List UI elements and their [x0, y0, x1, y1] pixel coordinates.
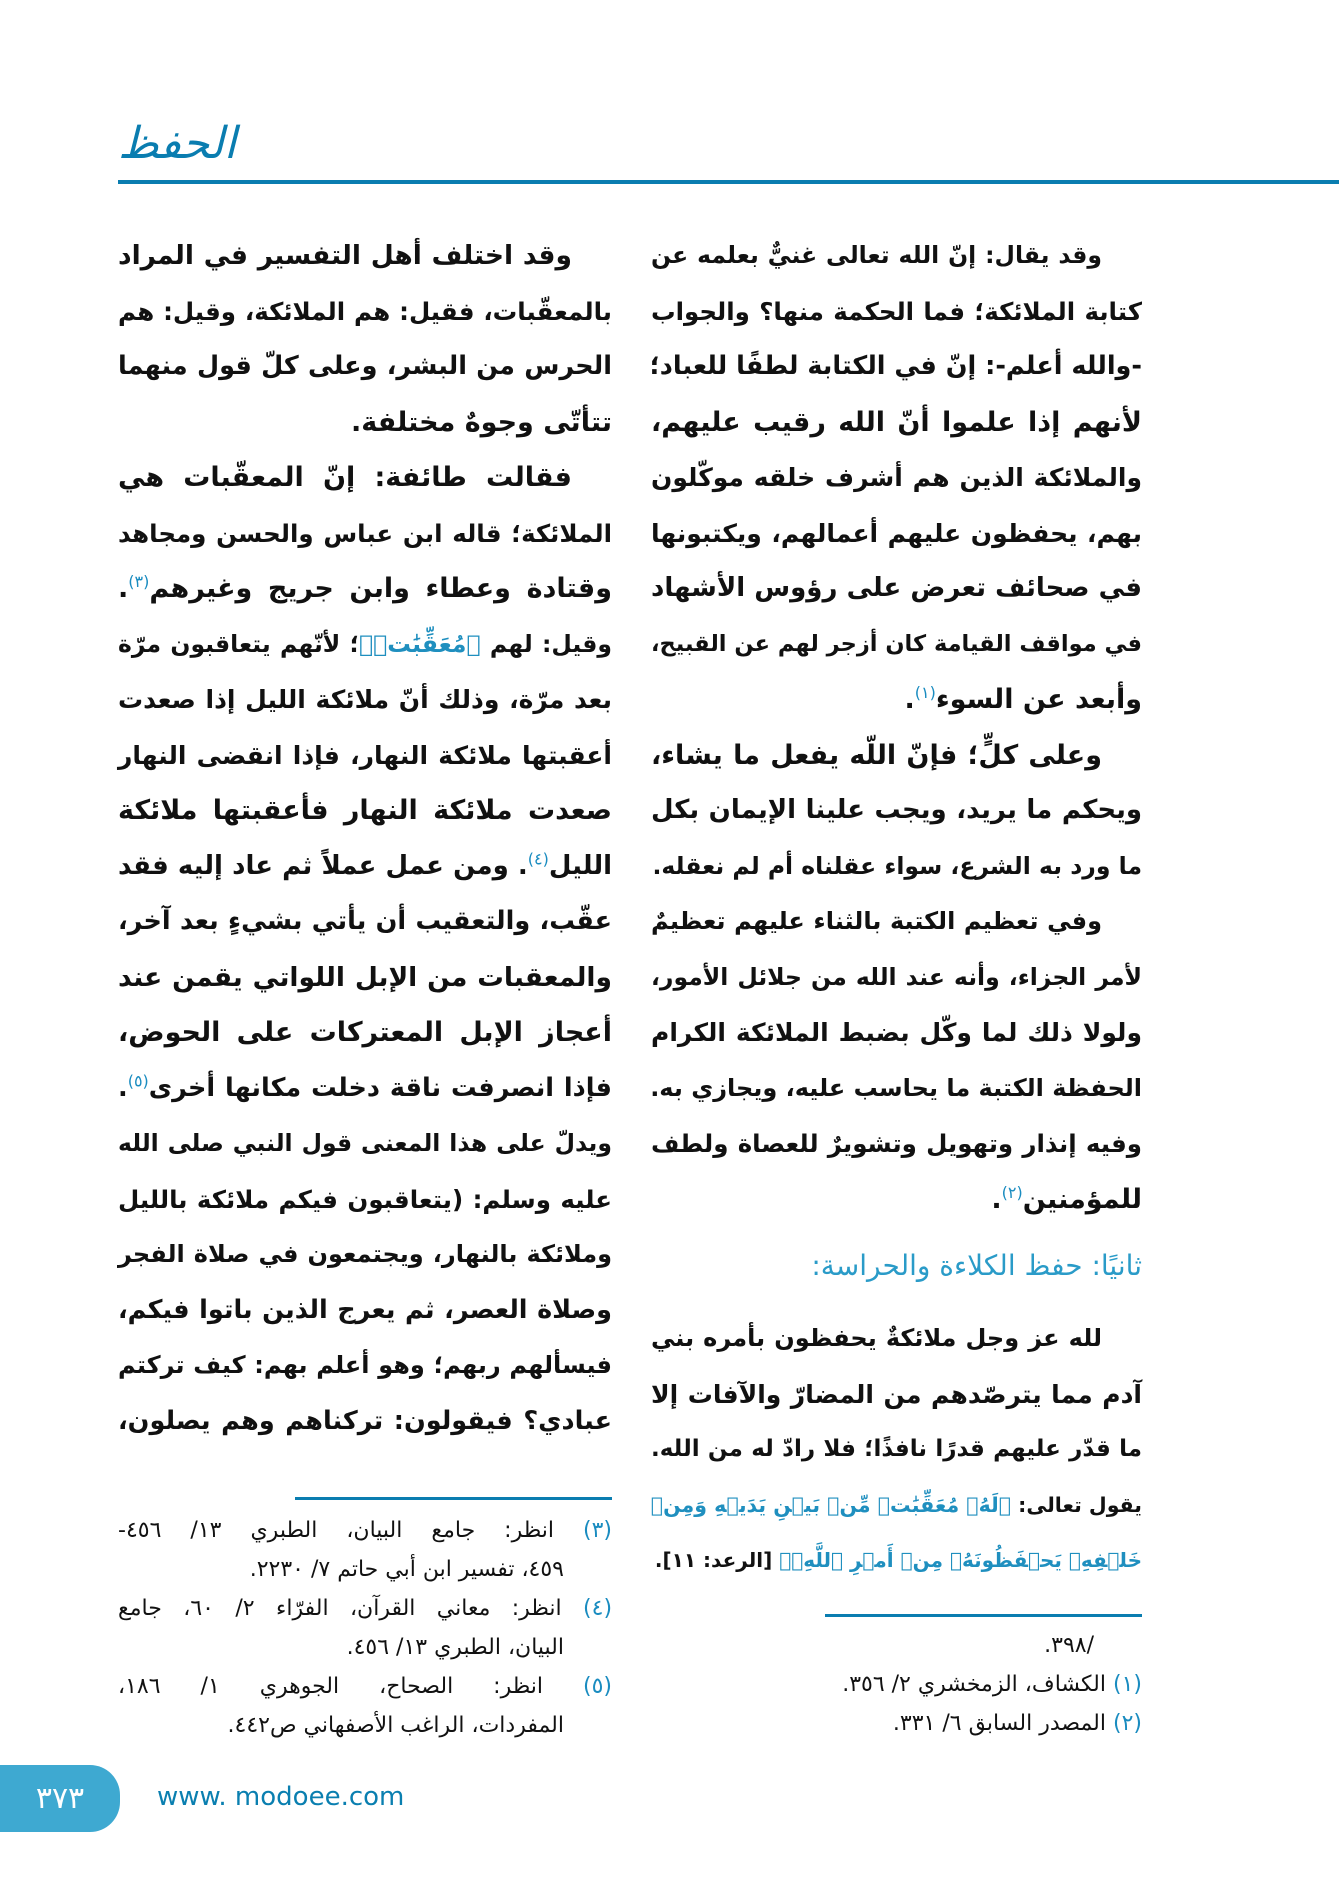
text-segment: الحفظة الكتبة ما يحاسب عليه، ويجازي به.: [650, 1073, 1142, 1102]
text-segment: وفي تعظيم الكتبة بالثناء عليهم تعظيمٌ: [651, 907, 1102, 935]
text-line: [118, 450, 612, 506]
text-segment: صعدت ملائكة النهار فأعقبتها ملائكة: [118, 795, 612, 826]
text-line: [651, 728, 1142, 784]
text-line: [651, 1061, 1142, 1117]
text-segment: للمؤمنين: [1022, 1183, 1142, 1215]
footnote-line: [118, 1550, 612, 1589]
text-segment: أعجاز الإبل المعتركات على الحوض،: [118, 1017, 612, 1048]
text-line: [118, 1283, 612, 1339]
text-line: [651, 1533, 1142, 1589]
footnote-line: [118, 1667, 612, 1706]
text-line: [651, 228, 1142, 284]
text-segment: في صحائف تعرض على رؤوس الأشهاد: [651, 573, 1142, 603]
text-segment: [الرعد: ١١].: [654, 1548, 780, 1572]
footnote-line: [651, 1665, 1142, 1704]
right-column-body: [651, 228, 1142, 1227]
hadith-text: (يتعاقبون فيكم ملائكة بالليل: [118, 1184, 464, 1214]
text-line: [118, 339, 612, 395]
text-segment: الكشاف، الزمخشري ٢/ ٣٥٦.: [842, 1672, 1113, 1697]
text-segment: وعلى كلٍّ؛ فإنّ اللّه يفعل ما يشاء،: [651, 739, 1102, 771]
text-line: [651, 506, 1142, 562]
text-segment: ولولا ذلك لما وكّل بضبط الملائكة الكرام: [651, 1018, 1142, 1047]
text-segment: . ومن عمل عملاً ثم عاد إليه فقد: [118, 850, 528, 881]
text-line: [651, 1367, 1142, 1423]
text-segment: /٣٩٨.: [1044, 1633, 1094, 1658]
text-segment: انظر: معاني القرآن، الفرّاء ٢/ ٦٠، جامع: [118, 1596, 584, 1621]
text-segment: المصدر السابق ٦/ ٣٣١.: [892, 1711, 1113, 1736]
text-line: [651, 950, 1142, 1006]
text-segment: ؛ لأنّهم يتعاقبون مرّة: [118, 629, 360, 658]
text-segment: أعقبتها ملائكة النهار، فإذا انقضى النهار: [118, 740, 612, 770]
text-line: [118, 1394, 612, 1450]
text-segment: .: [991, 1183, 1002, 1215]
text-line: [118, 617, 612, 673]
text-segment: -والله أعلم-: إنّ في الكتابة لطفًا للعباد؛: [649, 351, 1142, 381]
header-divider: [118, 180, 1339, 184]
text-segment: وقتادة وعطاء وابن جريج وغيرهم: [149, 573, 612, 604]
text-line: [651, 783, 1142, 839]
text-line: [651, 839, 1142, 895]
text-line: [118, 1116, 612, 1172]
text-segment: وفيه إنذار وتهويل وتشويرٌ للعصاة ولطف: [651, 1129, 1142, 1158]
text-line: [118, 1227, 612, 1283]
footnote-reference[interactable]: (٥): [127, 1071, 149, 1090]
text-segment: البيان، الطبري ١٣/ ٤٥٦.: [346, 1635, 564, 1660]
footnote-reference[interactable]: (١): [914, 683, 936, 702]
page-number-badge: [0, 1765, 120, 1832]
quran-verse: ﴿مُعَقِّبَٰتٞ﴾: [359, 629, 481, 658]
text-line: [118, 284, 612, 340]
chapter-title: الحفظ: [118, 118, 237, 169]
text-line: [118, 1005, 612, 1061]
text-segment: انظر: الصحاح، الجوهري ١/ ١٨٦،: [118, 1674, 583, 1699]
text-segment: لله عز وجل ملائكةٌ يحفظون بأمره بني: [651, 1324, 1102, 1352]
text-line: [651, 617, 1142, 673]
text-line: [651, 894, 1142, 950]
text-line: [651, 1005, 1142, 1061]
footnote-line: [118, 1706, 612, 1745]
text-line: [651, 1116, 1142, 1172]
text-segment: عليه وسلم:: [463, 1184, 612, 1214]
text-segment: لأمر الجزاء، وأنه عند الله من جلائل الأمور،: [651, 962, 1142, 991]
text-segment: وقد اختلف أهل التفسير في المراد: [118, 240, 572, 271]
footnote-reference[interactable]: (٤): [527, 848, 549, 868]
footnote-divider-left: [295, 1497, 612, 1500]
text-segment: المفردات، الراغب الأصفهاني ص٤٤٢.: [227, 1713, 564, 1738]
text-segment: ويدلّ على هذا المعنى قول النبي صلى الله: [118, 1129, 612, 1157]
quran-verse: ﴿لَهُۥ مُعَقِّبَٰتٞ مِّنۢ بَيۡنِ يَدَيۡهِ وَمِنۡ: [650, 1492, 1012, 1517]
text-line: [118, 1172, 612, 1228]
text-line: [651, 395, 1142, 451]
footnote-number: (٤): [583, 1596, 613, 1621]
text-line: [651, 1478, 1142, 1534]
text-segment: الليل: [548, 850, 612, 881]
text-line: [118, 894, 612, 950]
text-line: [118, 950, 612, 1006]
text-segment: وقد يقال: إنّ الله تعالى غنيٌّ بعلمه عن: [651, 241, 1102, 269]
text-line: [651, 1311, 1142, 1367]
text-segment: .: [118, 1072, 128, 1103]
text-line: [118, 506, 612, 562]
footnote-reference[interactable]: (٢): [1001, 1182, 1023, 1202]
text-segment: ويحكم ما يريد، ويجب علينا الإيمان بكل: [651, 795, 1142, 825]
footnote-number: (٢): [1112, 1711, 1142, 1736]
text-line: [118, 728, 612, 784]
hadith-text: عبادي؟ فيقولون: تركناهم وهم يصلون،: [118, 1405, 612, 1436]
section-heading: ثانيًا: حفظ الكلاءة والحراسة:: [811, 1249, 1142, 1282]
page-number: ٣٧٣: [35, 1781, 85, 1816]
text-segment: انظر: جامع البيان، الطبري ١٣/ ٤٥٦-: [118, 1518, 583, 1543]
footnote-line: [118, 1511, 612, 1550]
text-line: [651, 1172, 1142, 1228]
text-segment: تتأتّى وجوهٌ مختلفة.: [351, 406, 612, 438]
right-footnotes: [651, 1626, 1142, 1743]
text-segment: بعد مرّة، وذلك أنّ ملائكة الليل إذا صعدت: [118, 685, 612, 714]
text-segment: بالمعقّبات، فقيل: هم الملائكة، وقيل: هم: [118, 296, 612, 326]
text-line: [118, 395, 612, 451]
text-line: [118, 1338, 612, 1394]
text-segment: الملائكة؛ قاله ابن عباس والحسن ومجاهد: [118, 518, 612, 548]
text-segment: ما قدّر عليهم قدرًا نافذًا؛ فلا رادّ له من الله.: [651, 1436, 1142, 1462]
footnote-line: [651, 1704, 1142, 1743]
text-line: [651, 284, 1142, 340]
text-segment: ٤٥٩، تفسير ابن أبي حاتم ٧/ ٢٢٣٠.: [249, 1557, 564, 1582]
left-column-body: [118, 228, 612, 1449]
text-segment: وأبعد عن السوء: [935, 684, 1142, 715]
text-segment: فإذا انصرفت ناقة دخلت مكانها أخرى: [148, 1072, 612, 1103]
text-segment: وقيل: لهم: [480, 629, 612, 658]
text-segment: فقالت طائفة: إنّ المعقّبات هي: [118, 462, 572, 493]
text-segment: آدم مما يترصّدهم من المضارّ والآفات إلا: [651, 1379, 1142, 1409]
text-segment: عقّب، والتعقيب أن يأتي بشيءٍ بعد آخر،: [118, 906, 612, 936]
footnote-line: [118, 1628, 612, 1667]
text-line: [651, 672, 1142, 728]
text-segment: ما ورد به الشرع، سواء عقلناه أم لم نعقله.: [652, 851, 1142, 880]
quran-verse: خَلۡفِهِۦ يَحۡفَظُونَهُۥ مِنۡ أَمۡرِ ٱللَّهِۗ﴾: [779, 1548, 1142, 1572]
text-segment: والمعقبات من الإبل اللواتي يقمن عند: [118, 961, 612, 993]
footnote-reference[interactable]: (٣): [128, 572, 150, 591]
footnote-divider-right: [825, 1614, 1142, 1617]
text-segment: بهم، يحفظون عليهم أعمالهم، ويكتبونها: [651, 518, 1142, 548]
hadith-text: وملائكة بالنهار، ويجتمعون في صلاة الفجر: [118, 1240, 612, 1268]
footnote-number: (١): [1112, 1672, 1142, 1697]
text-segment: كتابة الملائكة؛ فما الحكمة منها؟ والجواب: [651, 296, 1142, 326]
footnote-number: (٥): [583, 1674, 613, 1699]
text-line: [118, 783, 612, 839]
footnote-line: [118, 1589, 612, 1628]
hadith-text: وصلاة العصر، ثم يعرج الذين باتوا فيكم،: [118, 1294, 612, 1325]
text-line: [651, 450, 1142, 506]
website-link[interactable]: www. modoee.com: [157, 1782, 405, 1812]
text-line: [651, 561, 1142, 617]
text-line: [118, 1061, 612, 1117]
text-segment: والملائكة الذين هم أشرف خلقه موكّلون: [651, 463, 1142, 492]
text-line: [118, 839, 612, 895]
text-line: [118, 228, 612, 284]
footnote-number: (٣): [583, 1518, 613, 1543]
text-segment: يقول تعالى:: [1011, 1492, 1142, 1517]
text-segment: لأنهم إذا علموا أنّ الله رقيب عليهم،: [651, 406, 1142, 438]
text-line: [651, 339, 1142, 395]
text-segment: .: [118, 573, 129, 604]
text-segment: في مواقف القيامة كان أزجر لهم عن القبيح،: [651, 630, 1142, 657]
right-column-section-body: [651, 1311, 1142, 1589]
text-segment: الحرس من البشر، وعلى كلّ قول منهما: [118, 351, 612, 381]
text-line: [118, 672, 612, 728]
text-line: [118, 561, 612, 617]
text-segment: .: [904, 684, 915, 715]
hadith-text: فيسألهم ربهم؛ وهو أعلم بهم: كيف تركتم: [118, 1351, 612, 1379]
footnote-line: [651, 1626, 1142, 1665]
left-footnotes: [118, 1511, 612, 1745]
text-line: [651, 1422, 1142, 1478]
